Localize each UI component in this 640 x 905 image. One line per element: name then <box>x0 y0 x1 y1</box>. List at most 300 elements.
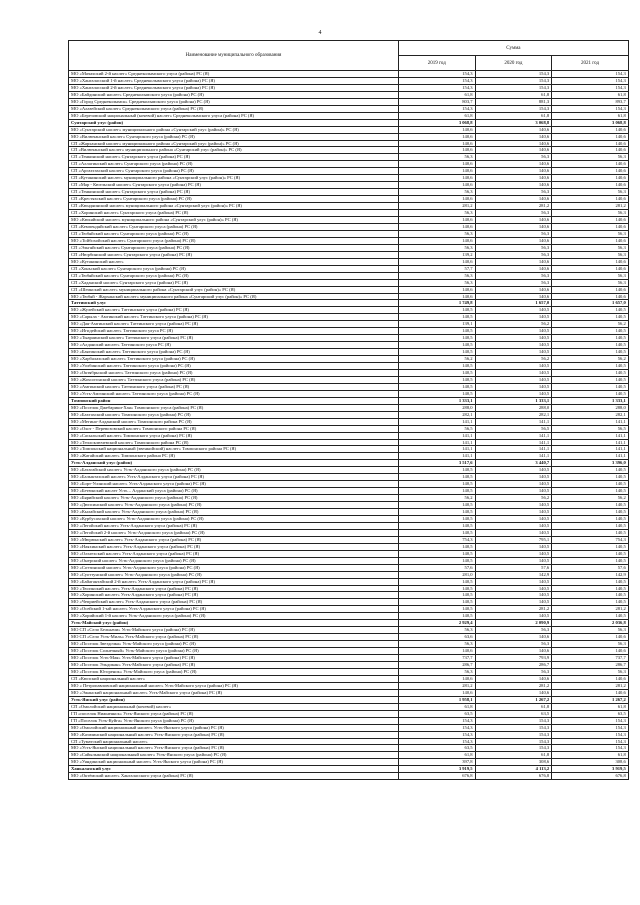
cell-2019: 154,3 <box>399 738 476 745</box>
cell-name: МО «Хангаласский 1-й наслег» Среднеколымского улуса (района) РС (Я) <box>69 77 399 84</box>
cell-2019: 140,6 <box>399 133 476 140</box>
district-total-row <box>69 397 629 404</box>
cell-name: МО «Октёмский наслег» Хангаласского улуса (района) РС (Я) <box>69 773 399 780</box>
cell-2020: 140,5 <box>475 543 552 550</box>
cell-2019: 737,7 <box>399 655 476 662</box>
cell-2019: 141,1 <box>399 446 476 453</box>
table-row <box>69 724 629 731</box>
cell-2019: 140,5 <box>399 613 476 620</box>
cell-2020: 140,5 <box>475 474 552 481</box>
cell-name: МО «Жулейский наслег» Таттинского улуса (района) РС (Я) <box>69 307 399 314</box>
cell-2019: 140,5 <box>399 606 476 613</box>
cell-2021: 282,1 <box>552 411 629 418</box>
cell-name: МО «Поселок Югоренок» Усть-Майского улуса (района) РС (Я) <box>69 668 399 675</box>
cell-name: СП «Тюбяйский наслег» Сунтарского улуса (района) РС (Я) <box>69 230 399 237</box>
cell-2019: 56,3 <box>399 154 476 161</box>
cell-2019: 140,6 <box>399 196 476 203</box>
cell-2021: 893,7 <box>552 98 629 105</box>
cell-name: МО «Жатайский наслег» Томпонского района РС (Я) <box>69 453 399 460</box>
cell-2021: 737,7 <box>552 655 629 662</box>
table-row <box>69 258 629 265</box>
cell-2020: 140,5 <box>475 550 552 557</box>
cell-name: МО «Тюлэнский наслег» Усть-Алданского улуса (района) РС (Я) <box>69 585 399 592</box>
cell-2021: 286,7 <box>552 662 629 669</box>
cell-2021: 1 657,0 <box>552 300 629 307</box>
cell-name: МО «Бетюнский наслег Усть – Алданский улуса (района) РС (Я) <box>69 488 399 495</box>
cell-2019: 140,5 <box>399 550 476 557</box>
cell-2021: 3 396,0 <box>552 460 629 467</box>
cell-2020: 63,5 <box>475 710 552 717</box>
district-total-row <box>69 620 629 627</box>
cell-2021: 140,6 <box>552 689 629 696</box>
cell-name: МО «Поселок Усть-Мая» Усть-Майского улуса (района) РС (Я) <box>69 655 399 662</box>
table-row <box>69 634 629 641</box>
cell-2021: 140,6 <box>552 217 629 224</box>
cell-2021: 141,1 <box>552 453 629 460</box>
cell-2020: 281,2 <box>475 682 552 689</box>
table-row <box>69 502 629 509</box>
cell-2019: 140,5 <box>399 578 476 585</box>
table-row <box>69 126 629 133</box>
cell-2020: 154,3 <box>475 105 552 112</box>
cell-name: Усть-Янский улус (район) <box>69 696 399 703</box>
table-row <box>69 411 629 418</box>
cell-2021: 308,6 <box>552 759 629 766</box>
cell-name: ГП «Поселок Усть-Куйга» Усть-Янского улуса (района) РС (Я) <box>69 717 399 724</box>
cell-2020: 140,5 <box>475 613 552 620</box>
table-row <box>69 390 629 397</box>
district-total-row <box>69 460 629 467</box>
cell-2019: 140,5 <box>399 349 476 356</box>
cell-2020: 795,1 <box>475 536 552 543</box>
cell-2020: 56,2 <box>475 321 552 328</box>
cell-2019: 1 749,8 <box>399 300 476 307</box>
cell-2021: 281,2 <box>552 203 629 210</box>
cell-2020: 140,6 <box>475 689 552 696</box>
cell-2019: 140,6 <box>399 648 476 655</box>
cell-2021: 140,6 <box>552 168 629 175</box>
cell-2021: 140,6 <box>552 140 629 147</box>
table-row <box>69 154 629 161</box>
cell-2020: 141,1 <box>475 439 552 446</box>
table-row <box>69 627 629 634</box>
table-row <box>69 641 629 648</box>
cell-2019: 56,3 <box>399 210 476 217</box>
cell-name: МО «Балыктахский наслег» Усть-Алданского улуса (района) РС (Я) <box>69 474 399 481</box>
cell-name: СП «Кутанинский наслег» муниципального района «Сунтарский улус (район)» РС (Я) <box>69 175 399 182</box>
table-row <box>69 71 629 78</box>
cell-name: СП «Тенкинский наслег» Сунтарского улуса (района) РС (Я) <box>69 189 399 196</box>
table-row <box>69 418 629 425</box>
table-row <box>69 425 629 432</box>
cell-2021: 154,3 <box>552 731 629 738</box>
cell-2020: 140,6 <box>475 286 552 293</box>
cell-2020: 140,5 <box>475 328 552 335</box>
cell-2021: 1 333,1 <box>552 397 629 404</box>
cell-name: МО «Усть-Амгинский наслег» Таттинского улуса (района) РС (Я) <box>69 390 399 397</box>
cell-2020: 140,5 <box>475 349 552 356</box>
cell-2021: 140,5 <box>552 578 629 585</box>
cell-2020: 140,5 <box>475 335 552 342</box>
table-row <box>69 272 629 279</box>
table-row <box>69 363 629 370</box>
cell-name: МО «Легойский наслег» Усть-Алданского улуса (района) РС (Я) <box>69 522 399 529</box>
table-row <box>69 655 629 662</box>
cell-name: МО «Березовский национальный (кочевой) наслег» Среднеколымского улуса (района) РС (Я) <box>69 112 399 119</box>
table-row <box>69 237 629 244</box>
table-row <box>69 592 629 599</box>
cell-2020: 288,0 <box>475 404 552 411</box>
cell-2020: 56,2 <box>475 495 552 502</box>
cell-2019: 2 929,4 <box>399 620 476 627</box>
cell-2021: 140,6 <box>552 648 629 655</box>
cell-name: МО «Уолбинский наслег» Таттинского улуса (района) РС (Я) <box>69 363 399 370</box>
cell-2020: 154,3 <box>475 745 552 752</box>
cell-2019: 140,5 <box>399 376 476 383</box>
cell-2019: 56,2 <box>399 356 476 363</box>
cell-2020: 140,6 <box>475 648 552 655</box>
cell-2019: 3 068,8 <box>399 119 476 126</box>
cell-2021: 154,3 <box>552 71 629 78</box>
cell-2019: 288,0 <box>399 404 476 411</box>
table-row <box>69 668 629 675</box>
cell-name: МО «Баягинский наслег» Таттинского улуса (района) РС (Я) <box>69 349 399 356</box>
table-row <box>69 328 629 335</box>
cell-2020: 141,1 <box>475 453 552 460</box>
cell-2019: 139,2 <box>399 251 476 258</box>
cell-2019: 63,6 <box>399 634 476 641</box>
table-row <box>69 703 629 710</box>
cell-2019: 140,6 <box>399 675 476 682</box>
cell-2020: 154,3 <box>475 738 552 745</box>
cell-2021: 2 036,8 <box>552 620 629 627</box>
table-row <box>69 752 629 759</box>
cell-name: МО «Амгинский наслег» Таттинского улуса (района) РС (Я) <box>69 383 399 390</box>
cell-name: МО «Байдинский наслег» Среднеколымского улуса (района) РС (Я) <box>69 91 399 98</box>
cell-2021: 140,5 <box>552 383 629 390</box>
cell-2021: 61,8 <box>552 112 629 119</box>
cell-2020: 56,3 <box>475 627 552 634</box>
table-body <box>69 71 629 780</box>
cell-2020: 140,5 <box>475 502 552 509</box>
cell-name: СП «Аллагинский наслег» Сунтарского улуса (района) РС (Я) <box>69 161 399 168</box>
cell-name: МО «Поселок Эльдикан» Усть-Майского улуса (района) РС (Я) <box>69 662 399 669</box>
table-row <box>69 244 629 251</box>
table-row <box>69 91 629 98</box>
cell-2019: 1 958,1 <box>399 696 476 703</box>
table-row <box>69 376 629 383</box>
cell-2020: 4 113,2 <box>475 766 552 773</box>
cell-2019: 140,5 <box>399 363 476 370</box>
cell-2021: 140,5 <box>552 585 629 592</box>
cell-name: СП «Тюбяйский наслег» Сунтарского улуса (района) РС (Я) <box>69 272 399 279</box>
table-row <box>69 356 629 363</box>
cell-2020: 140,5 <box>475 516 552 523</box>
cell-2019: 61,8 <box>399 752 476 759</box>
table-row <box>69 383 629 390</box>
cell-2019: 803,7 <box>399 98 476 105</box>
cell-2019: 754,3 <box>399 536 476 543</box>
table-row <box>69 759 629 766</box>
cell-2019: 56,2 <box>399 495 476 502</box>
cell-2021: 140,5 <box>552 335 629 342</box>
cell-2019: 61,8 <box>399 112 476 119</box>
header-2020: 2020 год <box>475 56 552 71</box>
cell-2020: 3 068,8 <box>475 119 552 126</box>
cell-2019: 140,5 <box>399 509 476 516</box>
cell-2019: 140,5 <box>399 342 476 349</box>
cell-2019: 3 919,5 <box>399 766 476 773</box>
cell-2020: 61,8 <box>475 112 552 119</box>
district-total-row <box>69 696 629 703</box>
cell-2021: 56,3 <box>552 641 629 648</box>
cell-name: СП «Аргахтахский наслег» Сунтарского улуса (района) РС (Я) <box>69 168 399 175</box>
cell-2021: 3 068,8 <box>552 119 629 126</box>
cell-name: МО «Томпонский национальный (эвенкийский) наслег» Томпонского района РС (Я) <box>69 446 399 453</box>
table-row <box>69 189 629 196</box>
cell-name: МО «Октябрьский наслег» Таттинского улуса (района) РС (Я) <box>69 369 399 376</box>
cell-2019: 140,5 <box>399 516 476 523</box>
cell-2020: 154,3 <box>475 717 552 724</box>
cell-2019: 140,6 <box>399 126 476 133</box>
cell-2020: 676,8 <box>475 773 552 780</box>
cell-2020: 140,6 <box>475 133 552 140</box>
cell-name: МО «Поселок Джебарики-Хая» Томпонского улуса (района) РС (Я) <box>69 404 399 411</box>
header-name: Наименование муниципального образования <box>69 41 399 71</box>
cell-name: СП «Тенкинский наслег» Сунтарского улуса (района) РС (Я) <box>69 154 399 161</box>
cell-2019: 140,5 <box>399 543 476 550</box>
cell-name: МО «Наяхинский наслег» Усть-Алданского улуса (района) РС (Я) <box>69 543 399 550</box>
cell-name: МО «Хоринский наслег» Усть-Алданского улуса (района) РС (Я) <box>69 592 399 599</box>
cell-2019: 286,7 <box>399 662 476 669</box>
cell-2021: 61,8 <box>552 91 629 98</box>
table-row <box>69 293 629 300</box>
cell-2020: 286,7 <box>475 662 552 669</box>
cell-2020: 56,3 <box>475 272 552 279</box>
table-row <box>69 738 629 745</box>
cell-2021: 154,3 <box>552 105 629 112</box>
table-row <box>69 453 629 460</box>
cell-2021: 142,9 <box>552 571 629 578</box>
cell-2021: 56,3 <box>552 279 629 286</box>
table-row <box>69 265 629 272</box>
cell-2020: 56,3 <box>475 641 552 648</box>
cell-2020: 56,3 <box>475 251 552 258</box>
cell-2019: 56,3 <box>399 230 476 237</box>
cell-2019: 154,3 <box>399 724 476 731</box>
cell-2019: 282,1 <box>399 411 476 418</box>
cell-name: Ханкалазский улус <box>69 766 399 773</box>
cell-2020: 140,5 <box>475 467 552 474</box>
cell-2020: 154,3 <box>475 77 552 84</box>
cell-2021: 56,3 <box>552 189 629 196</box>
cell-2020: 140,6 <box>475 196 552 203</box>
cell-2021: 140,5 <box>552 363 629 370</box>
table-row <box>69 342 629 349</box>
subsidy-table <box>68 40 629 780</box>
cell-2019: 140,5 <box>399 488 476 495</box>
cell-name: МО «Вилючанский наслег» Сунтарского улуса (района) РС (Я) <box>69 133 399 140</box>
cell-name: МО «Сунтарский наслег» муниципального района «Сунтарский улус (район)» РС (Я) <box>69 126 399 133</box>
cell-2021: 56,3 <box>552 272 629 279</box>
header-sum: Сумма <box>399 41 629 56</box>
cell-name: МО «Курбусахский наслег» Усть-Алданского улуса (района) РС (Я) <box>69 516 399 523</box>
cell-2020: 154,3 <box>475 71 552 78</box>
cell-2020: 61,8 <box>475 703 552 710</box>
cell-2019: 56,3 <box>399 627 476 634</box>
table-row <box>69 217 629 224</box>
cell-2021: 140,5 <box>552 328 629 335</box>
cell-2019: 56,3 <box>399 641 476 648</box>
table-row <box>69 77 629 84</box>
cell-2019: 140,5 <box>399 502 476 509</box>
table-row <box>69 335 629 342</box>
cell-2019: 57,6 <box>399 564 476 571</box>
cell-name: МО «Эжанский национальный наслег» Усть-Майского улуса (района) РС (Я) <box>69 689 399 696</box>
cell-name: СП «Кемпендяйский наслег» Сунтарского улуса (района) РС (Я) <box>69 223 399 230</box>
cell-2021: 140,6 <box>552 126 629 133</box>
cell-name: МО «Батагайский наслег» Усть-Алданского улуса (района) РС (Я) <box>69 467 399 474</box>
cell-2021: 141,1 <box>552 432 629 439</box>
table-row <box>69 321 629 328</box>
table-row <box>69 564 629 571</box>
cell-2019: 140,5 <box>399 522 476 529</box>
cell-name: МО «Теплоключевский наслег» Томпонского района РС (Я) <box>69 439 399 446</box>
cell-2020: 141,1 <box>475 418 552 425</box>
cell-2021: 140,6 <box>552 258 629 265</box>
cell-2020: 1 267,2 <box>475 696 552 703</box>
cell-name: МО «Омолойский национальный наслег» Усть-Янского улуса (района) РС (Я) <box>69 724 399 731</box>
cell-2021: 140,5 <box>552 467 629 474</box>
cell-2020: 140,5 <box>475 557 552 564</box>
cell-2020: 1 333,1 <box>475 397 552 404</box>
table-row <box>69 140 629 147</box>
cell-2021: 56,2 <box>552 321 629 328</box>
cell-2019: 56,3 <box>399 279 476 286</box>
cell-name: МО «Бярийский наслег» Усть-Алданского улуса (района) РС (Я) <box>69 495 399 502</box>
cell-2021: 56,3 <box>552 251 629 258</box>
table-row <box>69 203 629 210</box>
table-row <box>69 662 629 669</box>
cell-2020: 56,3 <box>475 668 552 675</box>
table-row <box>69 745 629 752</box>
cell-2021: 154,3 <box>552 717 629 724</box>
cell-2021: 281,2 <box>552 606 629 613</box>
cell-2019: 61,8 <box>399 91 476 98</box>
cell-name: СП «Омолойский национальный (кочевой) наслег» <box>69 703 399 710</box>
cell-2019: 56,3 <box>399 189 476 196</box>
table-row <box>69 529 629 536</box>
cell-2020: 56,3 <box>475 279 552 286</box>
cell-2019: 140,6 <box>399 168 476 175</box>
table-row <box>69 210 629 217</box>
cell-2020: 140,6 <box>475 126 552 133</box>
cell-name: МО «Город Среднеколымск» Среднеколымского улуса (района) РС (Я) <box>69 98 399 105</box>
cell-name: МО «Легойский 2-й наслег» Усть-Алданского улуса (района) РС (Я) <box>69 529 399 536</box>
cell-2021: 140,6 <box>552 286 629 293</box>
cell-name: Сунтарский улус (район) <box>69 119 399 126</box>
cell-2021: 140,6 <box>552 293 629 300</box>
cell-2020: 140,6 <box>475 293 552 300</box>
cell-2020: 140,5 <box>475 522 552 529</box>
cell-2019: 56,3 <box>399 668 476 675</box>
cell-2021: 140,6 <box>552 175 629 182</box>
table-row <box>69 689 629 696</box>
cell-name: ГП «поселок Нижнеянск» Усть-Янского улуса (района) РС (Я) <box>69 710 399 717</box>
cell-2021: 56,3 <box>552 230 629 237</box>
cell-2019: 140,5 <box>399 557 476 564</box>
table-row <box>69 168 629 175</box>
table-row <box>69 307 629 314</box>
cell-2019: 140,5 <box>399 390 476 397</box>
cell-2019: 141,1 <box>399 453 476 460</box>
cell-2019: 140,5 <box>399 307 476 314</box>
cell-2020: 3 440,7 <box>475 460 552 467</box>
cell-name: МО «Соттинский наслег» Усть-Алданского улуса (района) РС (Я) <box>69 564 399 571</box>
cell-2019: 57,7 <box>399 265 476 272</box>
cell-name: СП «Жарханский наслег» муниципального района «Сунтарский улус (район)» РС (Я) <box>69 140 399 147</box>
cell-2021: 140,6 <box>552 196 629 203</box>
cell-name: МО «Сайылыкский национальный наслег» Усть-Янского улуса (района) РС (Я) <box>69 752 399 759</box>
cell-2019: 281,0 <box>399 571 476 578</box>
cell-2020: 56,3 <box>475 244 552 251</box>
table-row <box>69 522 629 529</box>
cell-name: СП «Эльгяйский наслег» Сунтарского улуса (района) РС (Я) <box>69 244 399 251</box>
table-row <box>69 369 629 376</box>
cell-name: Томпонский район <box>69 397 399 404</box>
cell-name: МО «Хангаласский 2-й наслег» Среднеколымского улуса (района) РС (Я) <box>69 84 399 91</box>
cell-2020: 140,5 <box>475 307 552 314</box>
table-row <box>69 133 629 140</box>
cell-2020: 140,5 <box>475 585 552 592</box>
cell-name: МО «Алазейский наслег» Среднеколымского улуса (района) РС (Я) <box>69 105 399 112</box>
cell-name: МО «Мачахский 2-й наслег» Среднеколымского улуса (района) РС (Я) <box>69 71 399 78</box>
cell-2020: 140,5 <box>475 314 552 321</box>
cell-name: МО «Дая-Амгинский наслег» Таттинского улуса (района) РС (Я) <box>69 321 399 328</box>
table-row <box>69 182 629 189</box>
cell-2021: 281,2 <box>552 682 629 689</box>
table-row <box>69 474 629 481</box>
table-row <box>69 439 629 446</box>
cell-name: МО «Игидейский наслег» Таттинского улуса РС (Я) <box>69 328 399 335</box>
cell-name: СП «Нюрбинский наслег» Сунтарского улуса (района) РС (Я) <box>69 251 399 258</box>
cell-2019: 154,3 <box>399 717 476 724</box>
cell-name: СП «Кюндяинский наслег» муниципального района «Сунтарский улус (район)» РС (Я) <box>69 203 399 210</box>
cell-2021: 140,5 <box>552 349 629 356</box>
cell-2020: 57,6 <box>475 564 552 571</box>
cell-2021: 140,5 <box>552 342 629 349</box>
table-row <box>69 251 629 258</box>
cell-2021: 56,2 <box>552 356 629 363</box>
table-row <box>69 682 629 689</box>
cell-2020: 140,5 <box>475 599 552 606</box>
cell-name: МО «Чеприейский наслег» Усть-Алданского улуса (района) РС (Я) <box>69 599 399 606</box>
cell-2020: 140,6 <box>475 634 552 641</box>
page-number: 4 <box>318 30 322 36</box>
cell-2020: 1 657,0 <box>475 300 552 307</box>
cell-2021: 140,6 <box>552 133 629 140</box>
cell-2019: 140,5 <box>399 369 476 376</box>
district-total-row <box>69 300 629 307</box>
cell-name: МО «Алданский наслег» Таттинского улуса РС (Я) <box>69 342 399 349</box>
table-row <box>69 675 629 682</box>
cell-2021: 154,3 <box>552 84 629 91</box>
cell-2021: 140,5 <box>552 516 629 523</box>
cell-2021: 57,6 <box>552 564 629 571</box>
cell-name: МО «Дюпсинский наслег» Усть-Алданского улуса (района) РС (Я) <box>69 502 399 509</box>
table-row <box>69 495 629 502</box>
cell-name: МО «Хорийский 1-й наслег» Усть-Алданского улуса (района) РС (Я) <box>69 613 399 620</box>
